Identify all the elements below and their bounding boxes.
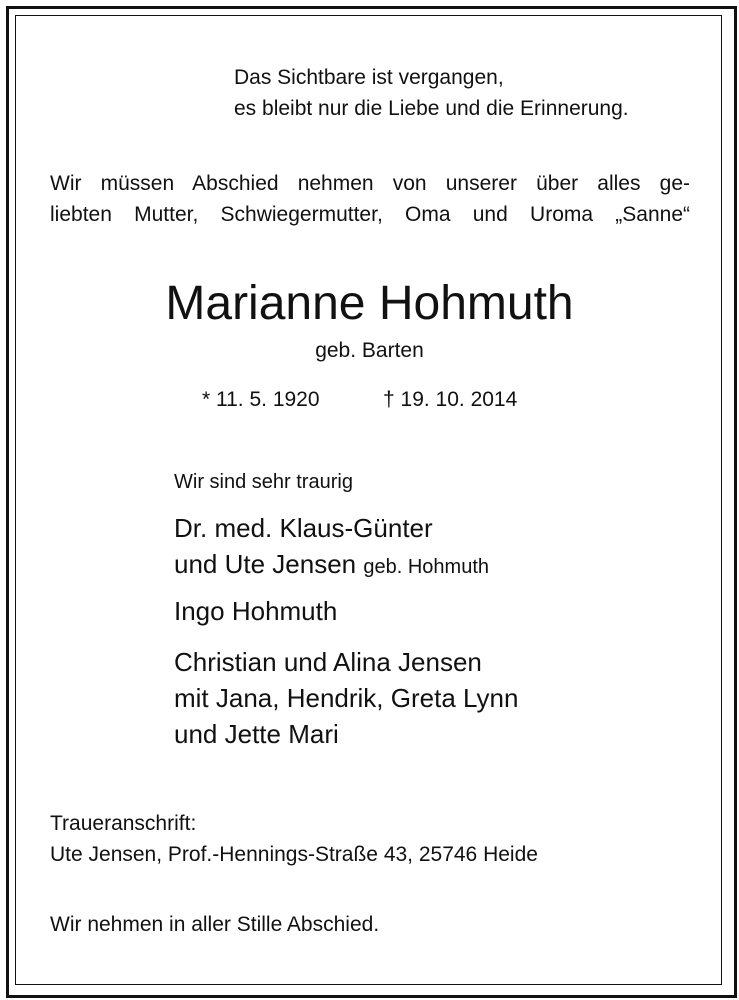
mourner-group-1-line-1: Dr. med. Klaus-Günter	[174, 513, 433, 543]
mourner-group-3-line-3: und Jette Mari	[174, 719, 339, 749]
deceased-name: Marianne Hohmuth	[165, 277, 574, 330]
motto-line-2: es bleibt nur die Liebe und die Erinnerung.	[234, 97, 629, 120]
mourner-group-1-birth-name: geb. Hohmuth	[363, 556, 490, 578]
mourner-group-3-line-2: mit Jana, Hendrik, Greta Lynn	[174, 683, 519, 713]
mourner-group-2-line-1: Ingo Hohmuth	[174, 596, 338, 626]
birth-date: * 11. 5. 1920	[202, 388, 320, 411]
mourner-group-3-line-1: Christian und Alina Jensen	[174, 647, 482, 677]
motto-line-1: Das Sichtbare ist vergangen,	[234, 66, 504, 89]
mourners-intro: Wir sind sehr traurig	[174, 471, 353, 493]
closing-line: Wir nehmen in aller Stille Abschied.	[50, 913, 380, 936]
death-date: † 19. 10. 2014	[383, 388, 518, 411]
mourner-group-1-line-2	[174, 546, 489, 585]
mourner-group-1-names: und Ute Jensen	[174, 549, 357, 579]
address-label: Traueranschrift:	[50, 812, 197, 835]
birth-name: geb. Barten	[315, 339, 424, 362]
intro-line-2: liebten Mutter, Schwiegermutter, Oma und Uroma „Sanne“	[50, 203, 690, 226]
address-value: Ute Jensen, Prof.-Hennings-Straße 43, 25746 Heide	[50, 843, 538, 866]
intro-line-1: Wir müssen Abschied nehmen von unserer über alles ge-	[50, 172, 690, 195]
